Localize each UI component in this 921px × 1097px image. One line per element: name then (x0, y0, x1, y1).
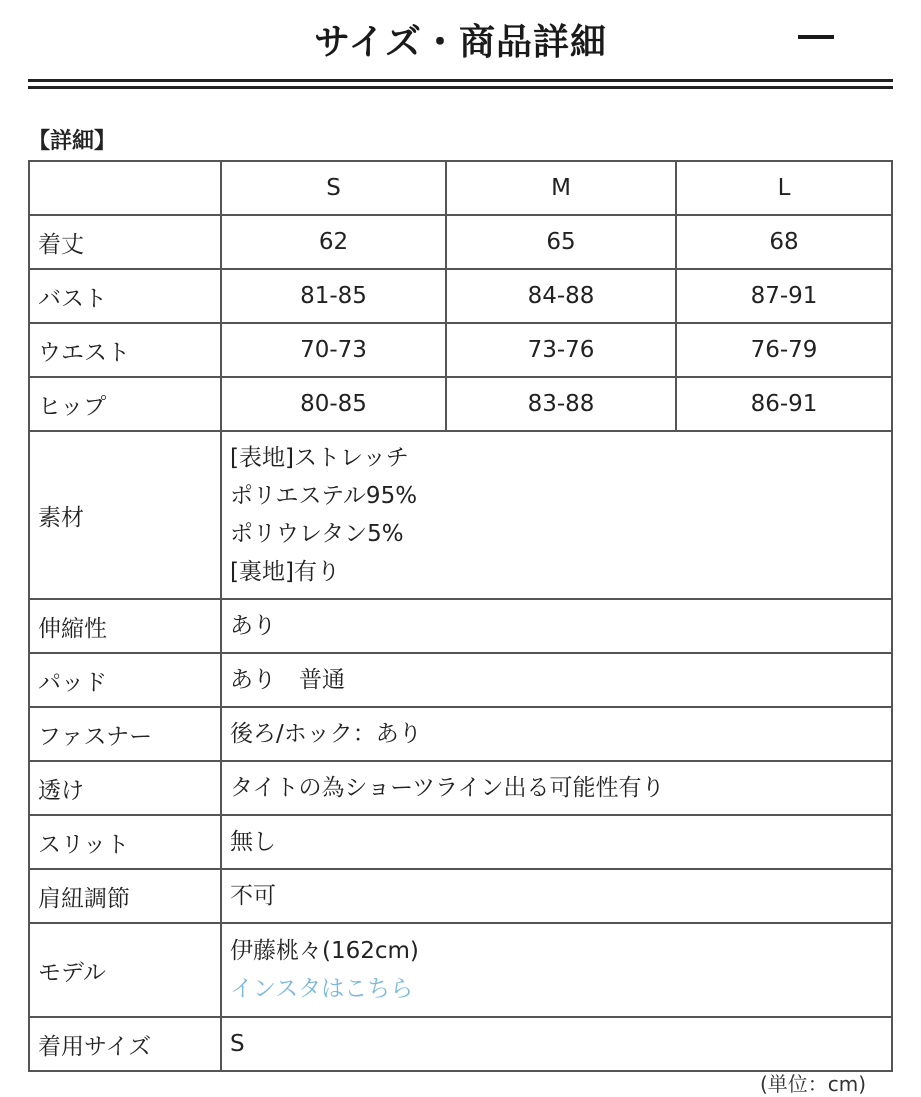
row-label: ヒップ (29, 377, 221, 431)
size-cell: 73-76 (446, 323, 676, 377)
stretch-row (29, 599, 892, 653)
size-cell: 81-85 (221, 269, 446, 323)
table-row (29, 215, 892, 269)
size-header-l: L (676, 161, 892, 215)
row-label: バスト (29, 269, 221, 323)
size-cell: 76-79 (676, 323, 892, 377)
row-label: スリット (29, 815, 221, 869)
row-label: 伸縮性 (29, 599, 221, 653)
slit-row (29, 815, 892, 869)
row-label: 肩紐調節 (29, 869, 221, 923)
empty-corner-cell (29, 161, 221, 215)
material-value (221, 431, 892, 599)
fastener-value: 後ろ/ホック：あり (221, 707, 892, 761)
row-label: 着用サイズ (29, 1017, 221, 1071)
size-header-row (29, 161, 892, 215)
instagram-link[interactable]: インスタはこちら (230, 976, 414, 1002)
details-table (28, 160, 893, 1072)
size-cell: 80-85 (221, 377, 446, 431)
row-label: パッド (29, 653, 221, 707)
page-header (0, 0, 921, 80)
sheer-value: タイトの為ショーツライン出る可能性有り (221, 761, 892, 815)
worn-size-row (29, 1017, 892, 1071)
size-cell: 87-91 (676, 269, 892, 323)
row-label: 着丈 (29, 215, 221, 269)
minus-icon (798, 35, 834, 39)
size-cell: 62 (221, 215, 446, 269)
material-line: [裏地]有り (230, 559, 340, 585)
table-row (29, 323, 892, 377)
collapse-button[interactable] (790, 18, 840, 58)
material-line: [表地]ストレッチ (230, 445, 409, 471)
row-label: 透け (29, 761, 221, 815)
material-row (29, 431, 892, 599)
table-row (29, 377, 892, 431)
size-header-s: S (221, 161, 446, 215)
row-label: ウエスト (29, 323, 221, 377)
sheer-row (29, 761, 892, 815)
size-cell: 86-91 (676, 377, 892, 431)
slit-value: 無し (221, 815, 892, 869)
size-header-m: M (446, 161, 676, 215)
strap-row (29, 869, 892, 923)
fastener-row (29, 707, 892, 761)
header-divider (28, 79, 893, 89)
size-cell: 70-73 (221, 323, 446, 377)
stretch-value: あり (221, 599, 892, 653)
model-row (29, 923, 892, 1017)
row-label: ファスナー (29, 707, 221, 761)
size-cell: 68 (676, 215, 892, 269)
unit-note: (単位：cm) (760, 1072, 867, 1096)
table-row (29, 269, 892, 323)
model-name: 伊藤桃々(162cm) (230, 938, 419, 964)
material-line: ポリウレタン5% (230, 521, 404, 547)
row-label: モデル (29, 923, 221, 1017)
model-value (221, 923, 892, 1017)
size-cell: 84-88 (446, 269, 676, 323)
pad-row (29, 653, 892, 707)
size-cell: 65 (446, 215, 676, 269)
section-label: 【詳細】 (28, 129, 117, 154)
material-line: ポリエステル95% (230, 483, 418, 509)
strap-value: 不可 (221, 869, 892, 923)
page-title: サイズ・商品詳細 (313, 22, 608, 63)
pad-value: あり 普通 (221, 653, 892, 707)
size-cell: 83-88 (446, 377, 676, 431)
row-label: 素材 (29, 431, 221, 599)
worn-size-value: S (221, 1017, 892, 1071)
